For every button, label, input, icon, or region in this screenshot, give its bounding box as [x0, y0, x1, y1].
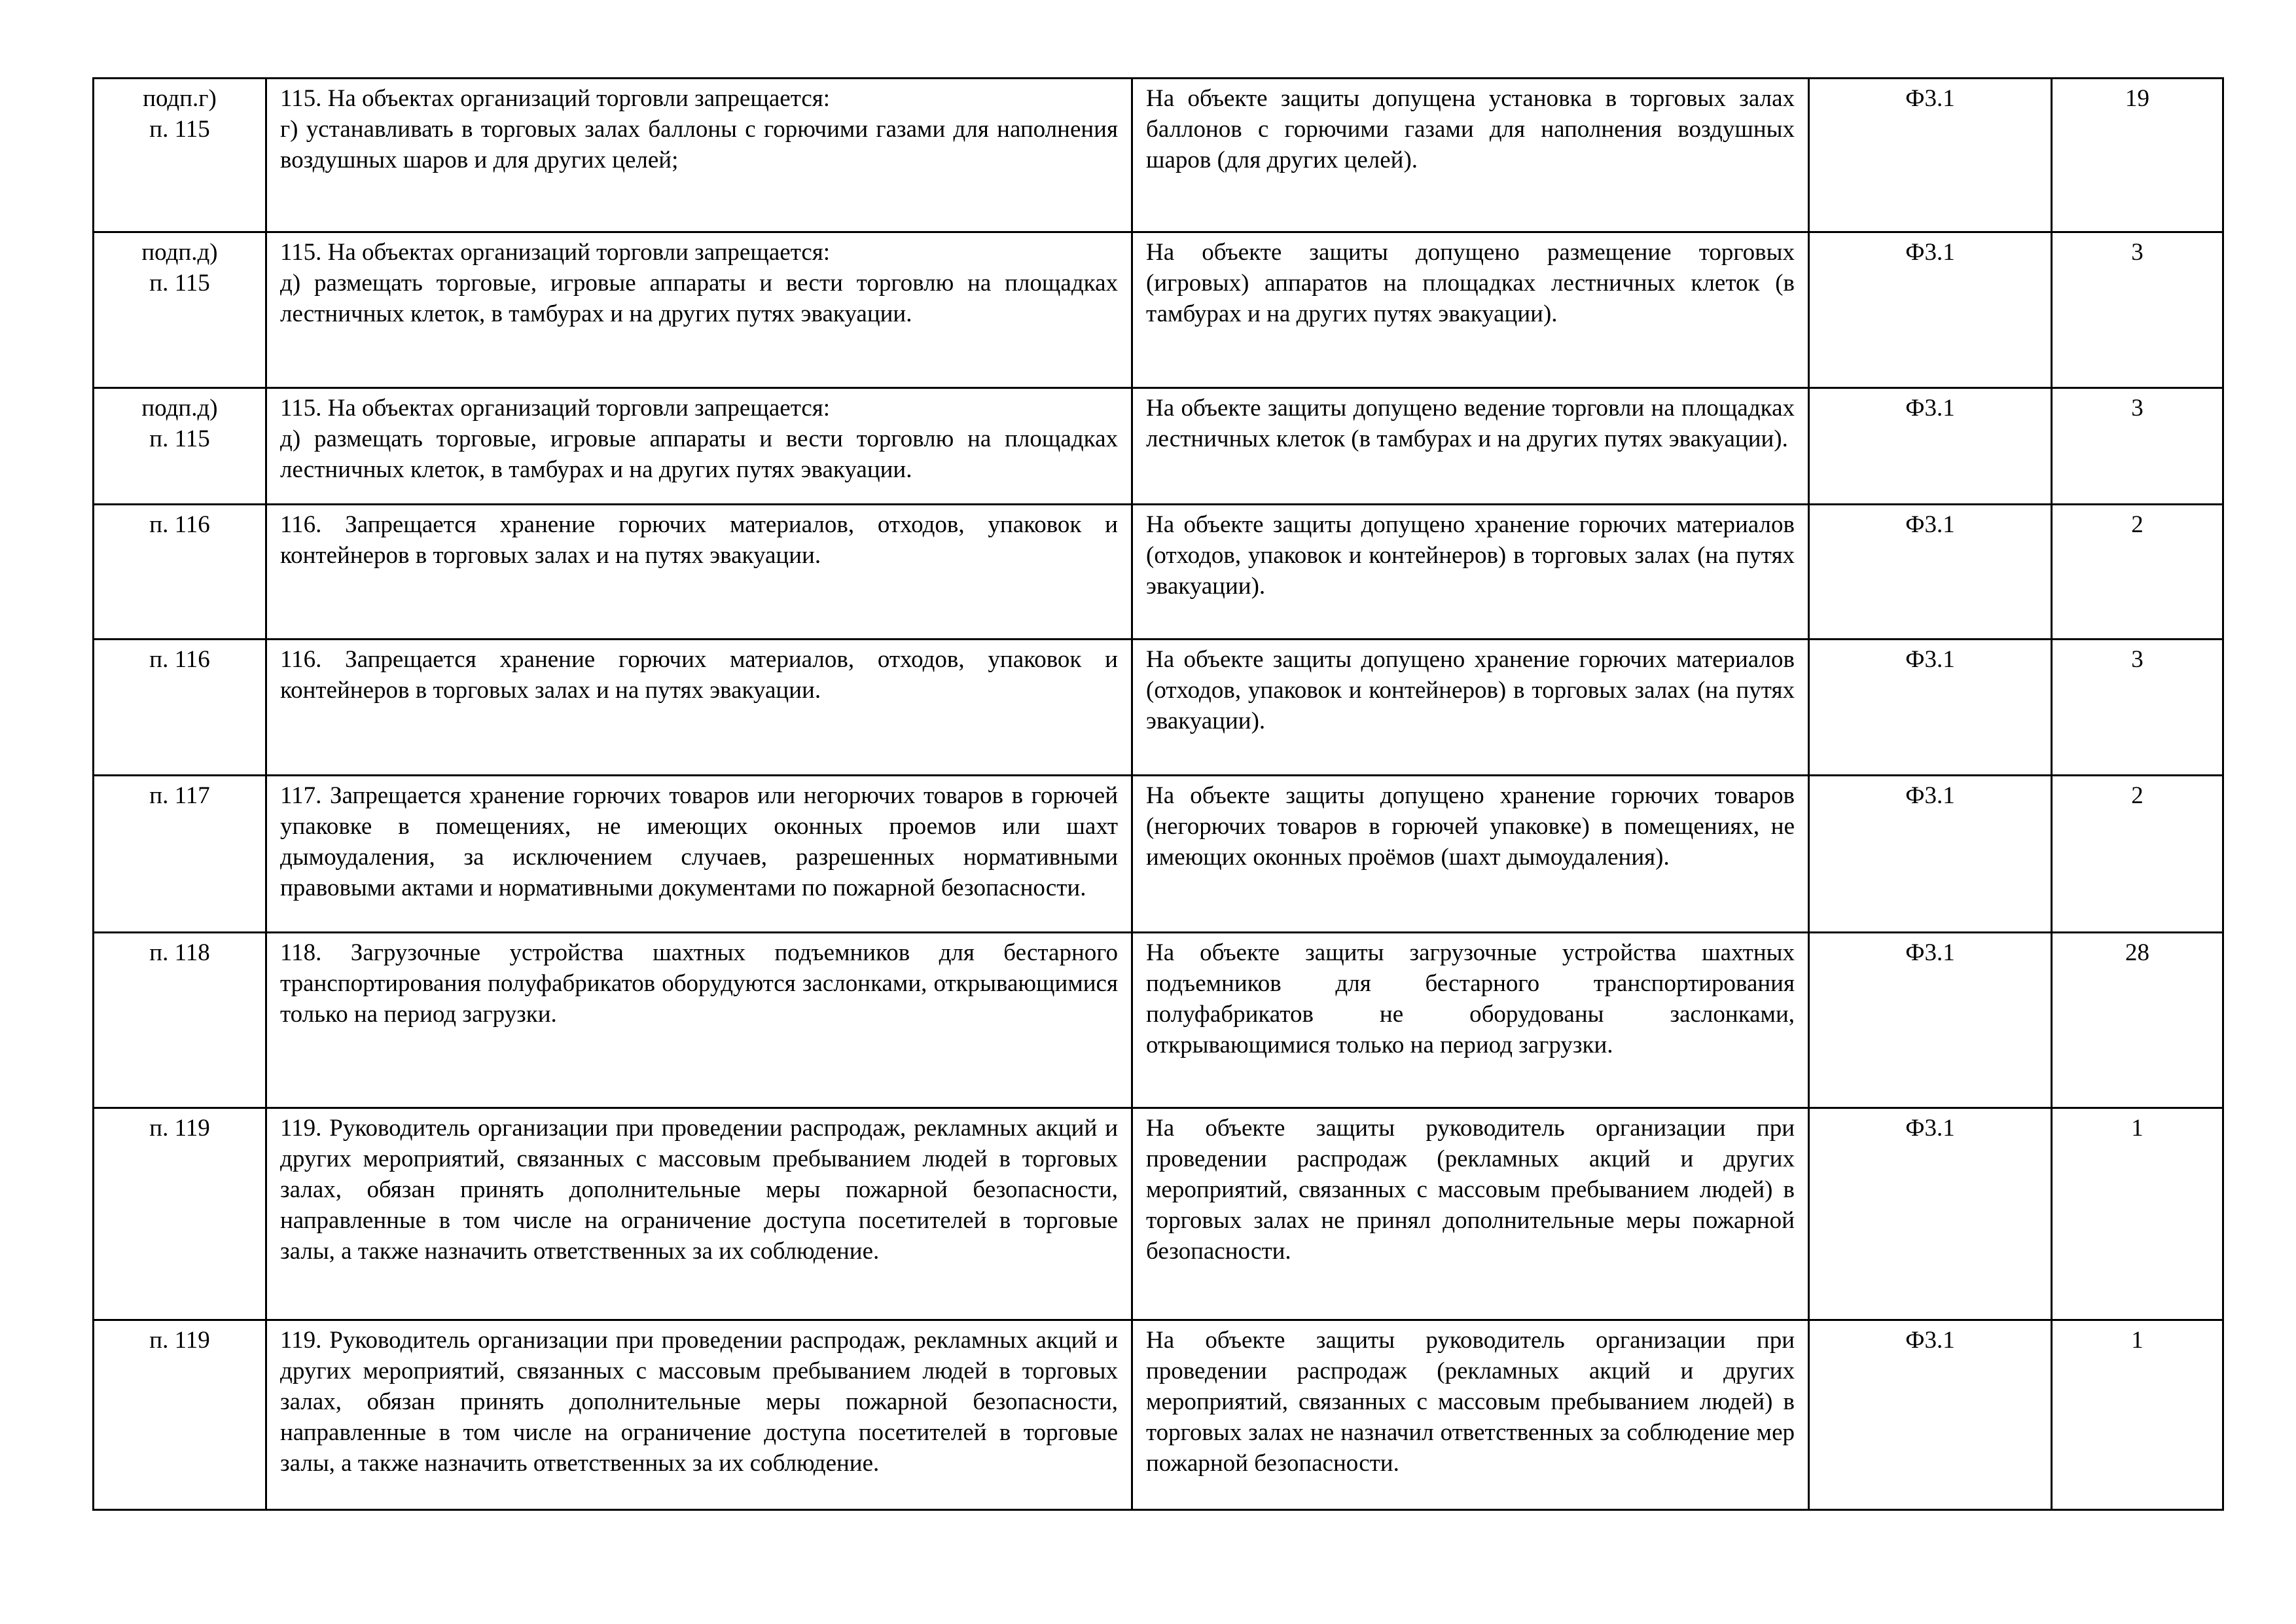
requirement-cell	[266, 640, 1132, 776]
violation-cell: На объекте защиты допущено хранение горючих материалов (отходов, упаковок и контейнеров) в торговых залах (на путях эвакуации).	[1132, 640, 1809, 776]
reference-cell	[94, 640, 266, 776]
law-cell: Ф3.1	[1809, 505, 2052, 640]
requirement-text: 116. Запрещается хранение горючих материалов, отходов, упаковок и контейнеров в торговых залах и на путях эвакуации.	[280, 511, 1118, 569]
count-cell: 28	[2052, 933, 2223, 1108]
requirement-text: д) размещать торговые, игровые аппараты и вести торговлю на площадках лестничных клеток, в тамбурах и на других путях эвакуации.	[280, 425, 1118, 483]
requirement-text: 115. На объектах организаций торговли запрещается:	[280, 239, 831, 266]
requirement-text: 117. Запрещается хранение горючих товаров или негорючих товаров в горючей упаковке в помещениях, не имеющих оконных проемов или шахт дымоудаления, за исключением случаев, разрешенных нормативными правовыми актами и нормативными документами по пожарной безопасности.	[280, 782, 1118, 901]
requirement-cell	[266, 79, 1132, 232]
table-row	[94, 1320, 2223, 1510]
requirement-cell	[266, 232, 1132, 388]
count-cell: 19	[2052, 79, 2223, 232]
reference-line: подп.г)	[143, 85, 217, 112]
count-cell: 2	[2052, 505, 2223, 640]
table-row	[94, 1108, 2223, 1320]
reference-cell	[94, 1108, 266, 1320]
reference-cell	[94, 505, 266, 640]
count-cell: 3	[2052, 388, 2223, 505]
requirement-cell	[266, 933, 1132, 1108]
violation-cell: На объекте защиты допущено хранение горючих товаров (негорючих товаров в горючей упаковке) в помещениях, не имеющих оконных проёмов (шахт дымоудаления).	[1132, 776, 1809, 933]
table-body	[94, 79, 2223, 1510]
table-row	[94, 79, 2223, 232]
violation-cell: На объекте защиты руководитель организации при проведении распродаж (рекламных акций и других мероприятий, связанных с массовым пребыванием людей) в торговых залах не принял дополнительные меры пожарной безопасности.	[1132, 1108, 1809, 1320]
requirement-text: 115. На объектах организаций торговли запрещается:	[280, 85, 831, 112]
reference-cell	[94, 933, 266, 1108]
law-cell: Ф3.1	[1809, 1108, 2052, 1320]
law-cell: Ф3.1	[1809, 1320, 2052, 1510]
violation-cell: На объекте защиты загрузочные устройства шахтных подъемников для бестарного транспортирования полуфабрикатов не оборудованы заслонками, открывающимися только на период загрузки.	[1132, 933, 1809, 1108]
reference-cell	[94, 79, 266, 232]
table-row	[94, 640, 2223, 776]
requirement-text: д) размещать торговые, игровые аппараты и вести торговлю на площадках лестничных клеток, в тамбурах и на других путях эвакуации.	[280, 270, 1118, 327]
reference-cell	[94, 1320, 266, 1510]
reference-cell	[94, 776, 266, 933]
reference-line: п. 117	[149, 782, 210, 809]
table-row	[94, 232, 2223, 388]
violation-cell: На объекте защиты допущено ведение торговли на площадках лестничных клеток (в тамбурах и на других путях эвакуации).	[1132, 388, 1809, 505]
requirement-text: 115. На объектах организаций торговли запрещается:	[280, 395, 831, 422]
violations-table	[92, 77, 2224, 1511]
law-cell: Ф3.1	[1809, 933, 2052, 1108]
requirement-text: 119. Руководитель организации при проведении распродаж, рекламных акций и других мероприятий, связанных с массовым пребыванием людей в торговых залах, обязан принять дополнительные меры пожарной безопасности, направленные в том числе на ограничение доступа посетителей в торговые залы, а также назначить ответственных за их соблюдение.	[280, 1115, 1118, 1265]
table-row	[94, 933, 2223, 1108]
reference-line: п. 115	[149, 425, 210, 452]
law-cell: Ф3.1	[1809, 776, 2052, 933]
requirement-cell	[266, 776, 1132, 933]
reference-line: п. 119	[149, 1115, 210, 1142]
law-cell: Ф3.1	[1809, 79, 2052, 232]
reference-line: подп.д)	[141, 395, 218, 422]
count-cell: 1	[2052, 1320, 2223, 1510]
reference-line: п. 115	[149, 270, 210, 297]
law-cell: Ф3.1	[1809, 640, 2052, 776]
violation-cell: На объекте защиты допущено размещение торговых (игровых) аппаратов на площадках лестничных клеток (в тамбурах и на других путях эвакуации).	[1132, 232, 1809, 388]
reference-line: п. 115	[149, 116, 210, 143]
requirement-cell	[266, 388, 1132, 505]
count-cell: 3	[2052, 640, 2223, 776]
requirement-cell	[266, 1108, 1132, 1320]
table-row	[94, 388, 2223, 505]
violation-cell: На объекте защиты руководитель организации при проведении распродаж (рекламных акций и других мероприятий, связанных с массовым пребыванием людей) в торговых залах не назначил ответственных за соблюдение мер пожарной безопасности.	[1132, 1320, 1809, 1510]
law-cell: Ф3.1	[1809, 232, 2052, 388]
reference-line: п. 116	[149, 511, 210, 538]
requirement-text: 118. Загрузочные устройства шахтных подъемников для бестарного транспортирования полуфабрикатов оборудуются заслонками, открывающимися только на период загрузки.	[280, 939, 1118, 1028]
requirement-text: г) устанавливать в торговых залах баллоны с горючими газами для наполнения воздушных шаров и для других целей;	[280, 116, 1118, 173]
reference-line: п. 116	[149, 646, 210, 673]
requirement-text: 116. Запрещается хранение горючих материалов, отходов, упаковок и контейнеров в торговых залах и на путях эвакуации.	[280, 646, 1118, 704]
requirement-cell	[266, 505, 1132, 640]
requirement-cell	[266, 1320, 1132, 1510]
reference-line: подп.д)	[141, 239, 218, 266]
reference-cell	[94, 388, 266, 505]
violation-cell: На объекте защиты допущена установка в торговых залах баллонов с горючими газами для наполнения воздушных шаров (для других целей).	[1132, 79, 1809, 232]
table-row	[94, 505, 2223, 640]
violation-cell: На объекте защиты допущено хранение горючих материалов (отходов, упаковок и контейнеров) в торговых залах (на путях эвакуации).	[1132, 505, 1809, 640]
count-cell: 1	[2052, 1108, 2223, 1320]
count-cell: 3	[2052, 232, 2223, 388]
law-cell: Ф3.1	[1809, 388, 2052, 505]
table-row	[94, 776, 2223, 933]
reference-line: п. 119	[149, 1327, 210, 1354]
reference-cell	[94, 232, 266, 388]
count-cell: 2	[2052, 776, 2223, 933]
requirement-text: 119. Руководитель организации при проведении распродаж, рекламных акций и других мероприятий, связанных с массовым пребыванием людей в торговых залах, обязан принять дополнительные меры пожарной безопасности, направленные в том числе на ограничение доступа посетителей в торговые залы, а также назначить ответственных за их соблюдение.	[280, 1327, 1118, 1477]
reference-line: п. 118	[149, 939, 210, 966]
